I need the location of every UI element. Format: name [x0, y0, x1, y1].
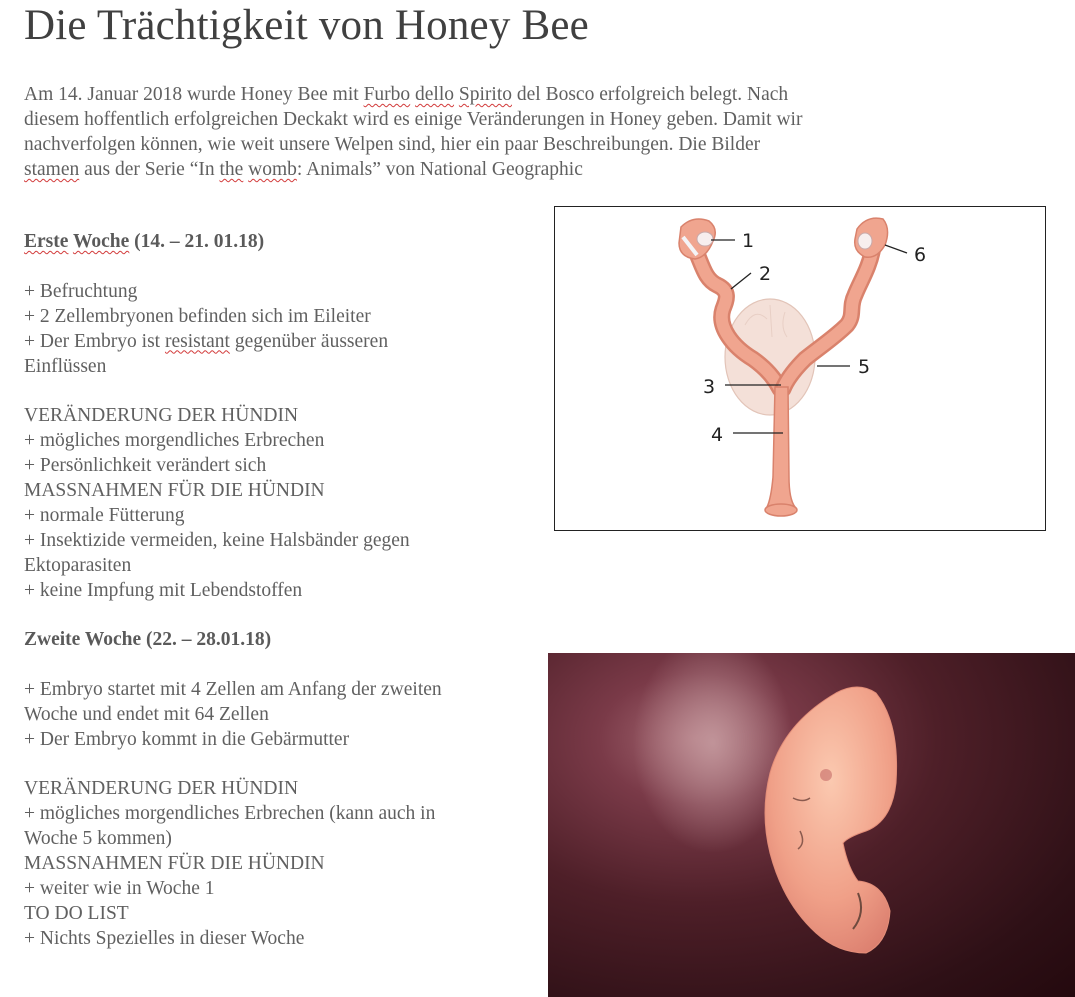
week2-measures-heading: MASSNAHMEN FÜR DIE HÜNDIN	[24, 853, 325, 875]
week1-point-text: + Der Embryo ist	[24, 330, 165, 352]
week2-change: + mögliches morgendliches Erbrechen (kann auch in	[24, 803, 436, 825]
spacer	[24, 653, 534, 678]
embryo-photo[interactable]	[548, 653, 1075, 997]
intro-text: : Animals” von National Geographic	[296, 159, 583, 180]
intro-paragraph	[24, 82, 944, 182]
label-2: 2	[759, 263, 772, 285]
week2-point: + Der Embryo kommt in die Gebärmutter	[24, 728, 350, 750]
uterus-diagram-illustration	[555, 207, 1045, 530]
intro-line-3: nachverfolgen können, wie weit unsere Welpen sind, hier ein paar Beschreibungen. Die Bilder	[24, 134, 761, 155]
label-3: 3	[703, 376, 716, 398]
week2-section	[24, 628, 534, 952]
week1-point	[24, 330, 534, 355]
week1-measures-heading: MASSNAHMEN FÜR DIE HÜNDIN	[24, 480, 325, 502]
intro-text: Am 14. Januar 2018 wurde Honey Bee mit	[24, 84, 364, 105]
uterus-anatomy-figure[interactable]	[554, 206, 1046, 531]
spellcheck-word[interactable]: Woche	[72, 231, 130, 252]
intro-line-4	[24, 157, 944, 182]
week2-measure: + weiter wie in Woche 1	[24, 878, 215, 900]
label-1: 1	[742, 230, 755, 252]
spellcheck-word[interactable]: the	[219, 159, 244, 180]
spellcheck-word[interactable]: resistant	[164, 330, 230, 352]
week1-point: + 2 Zellembryonen befinden sich im Eileiter	[24, 305, 371, 327]
week2-point: + Embryo startet mit 4 Zellen am Anfang der zweiten	[24, 678, 442, 700]
week1-section	[24, 230, 534, 604]
intro-text: aus der Serie “In	[79, 159, 220, 180]
spellcheck-word[interactable]: Spirito	[458, 84, 512, 105]
week2-change: Woche 5 kommen)	[24, 828, 172, 850]
week1-measure: + keine Impfung mit Lebendstoffen	[24, 579, 303, 601]
spellcheck-word[interactable]: Erste	[24, 231, 69, 252]
week2-heading: Zweite Woche (22. – 28.01.18)	[24, 629, 272, 650]
week1-point: + Befruchtung	[24, 280, 138, 302]
label-5: 5	[858, 356, 871, 378]
intro-text: del Bosco erfolgreich belegt. Nach	[512, 84, 789, 105]
week1-changes-heading: VERÄNDERUNG DER HÜNDIN	[24, 405, 299, 427]
label-6: 6	[914, 244, 927, 266]
spacer	[24, 255, 534, 280]
spacer	[24, 753, 534, 778]
spellcheck-word[interactable]: Furbo	[363, 84, 411, 105]
week2-point: Woche und endet mit 64 Zellen	[24, 703, 269, 725]
week2-todo: + Nichts Spezielles in dieser Woche	[24, 927, 305, 949]
spacer	[24, 379, 534, 404]
week1-heading	[24, 230, 534, 255]
week1-point-text: gegenüber äusseren	[229, 330, 389, 352]
week1-change: + Persönlichkeit verändert sich	[24, 455, 267, 477]
embryo-illustration	[548, 653, 1075, 997]
spellcheck-word[interactable]: stamen	[24, 159, 80, 180]
intro-line-1	[24, 82, 944, 107]
spellcheck-word[interactable]: womb	[248, 159, 297, 180]
week1-measure: + Insektizide vermeiden, keine Halsbänder gegen	[24, 529, 410, 551]
week1-measure: Ektoparasiten	[24, 554, 132, 576]
week1-dates: (14. – 21. 01.18)	[129, 231, 265, 252]
week1-change: + mögliches morgendliches Erbrechen	[24, 430, 325, 452]
spellcheck-word[interactable]: dello	[415, 84, 455, 105]
document-title: Die Trächtigkeit von Honey Bee	[24, 2, 589, 49]
week1-measure: + normale Fütterung	[24, 504, 185, 526]
week2-changes-heading: VERÄNDERUNG DER HÜNDIN	[24, 778, 299, 800]
week2-todo-heading: TO DO LIST	[24, 902, 129, 924]
intro-line-2: diesem hoffentlich erfolgreichen Deckakt wird es einige Veränderungen in Honey geben. Damit wir	[24, 109, 803, 130]
week1-point-cont: Einflüssen	[24, 355, 107, 377]
label-4: 4	[711, 424, 724, 446]
